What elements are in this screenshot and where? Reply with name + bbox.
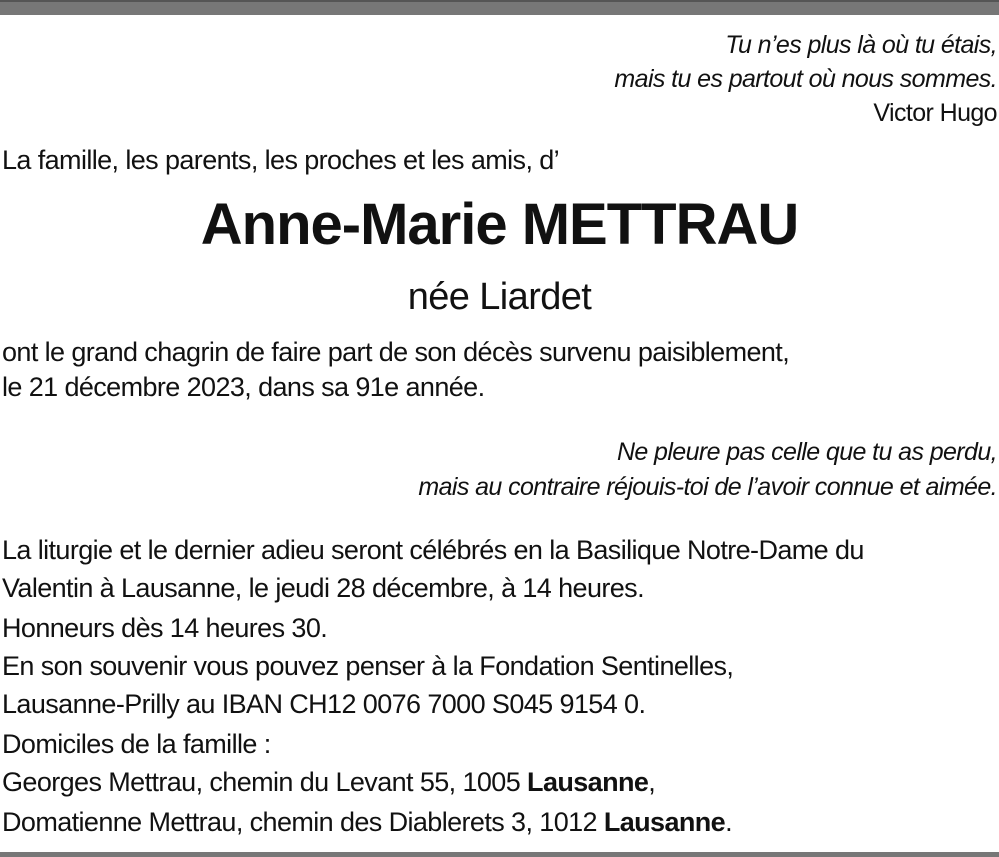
address-text: Georges Mettrau, chemin du Levant 55, 1005	[2, 767, 528, 797]
address-punct: .	[725, 807, 732, 837]
details-line: Honneurs dès 14 heures 30.	[2, 613, 328, 643]
quote-line: mais tu es partout où nous sommes.	[614, 65, 997, 93]
address-text: Domatienne Mettrau, chemin des Diablerets 3, 1012	[2, 807, 604, 837]
address-city: Lausanne	[603, 807, 726, 837]
intro-text: La famille, les parents, les proches et les amis, d’	[2, 145, 560, 175]
details-line: La liturgie et le dernier adieu seront célébrés en la Basilique Notre-Dame du	[2, 535, 864, 565]
announcement-line: le 21 décembre 2023, dans sa 91e année.	[2, 372, 485, 402]
address-line	[2, 806, 997, 838]
address-city: Lausanne	[527, 767, 649, 797]
quote-line: Ne pleure pas celle que tu as perdu,	[616, 438, 997, 466]
top-border	[0, 0, 999, 15]
address-punct: ,	[648, 767, 656, 797]
bottom-border	[0, 852, 999, 857]
details-line: Valentin à Lausanne, le jeudi 28 décembre, à 14 heures.	[2, 573, 644, 603]
details-line: En son souvenir vous pouvez penser à la Fondation Sentinelles,	[2, 651, 734, 681]
deceased-name: Anne-Marie METTRAU	[200, 192, 799, 257]
maiden-name: née Liardet	[407, 276, 592, 318]
address-line	[2, 766, 997, 798]
details-line: Domiciles de la famille :	[2, 729, 271, 759]
quote-line: Tu n’es plus là où tu étais,	[725, 31, 997, 59]
quote-author: Victor Hugo	[873, 99, 997, 127]
details-line: Lausanne-Prilly au IBAN CH12 0076 7000 S045 9154 0.	[2, 689, 646, 719]
quote-line: mais au contraire réjouis-toi de l’avoir connue et aimée.	[418, 473, 997, 501]
announcement-line: ont le grand chagrin de faire part de son décès survenu paisiblement,	[2, 337, 790, 367]
